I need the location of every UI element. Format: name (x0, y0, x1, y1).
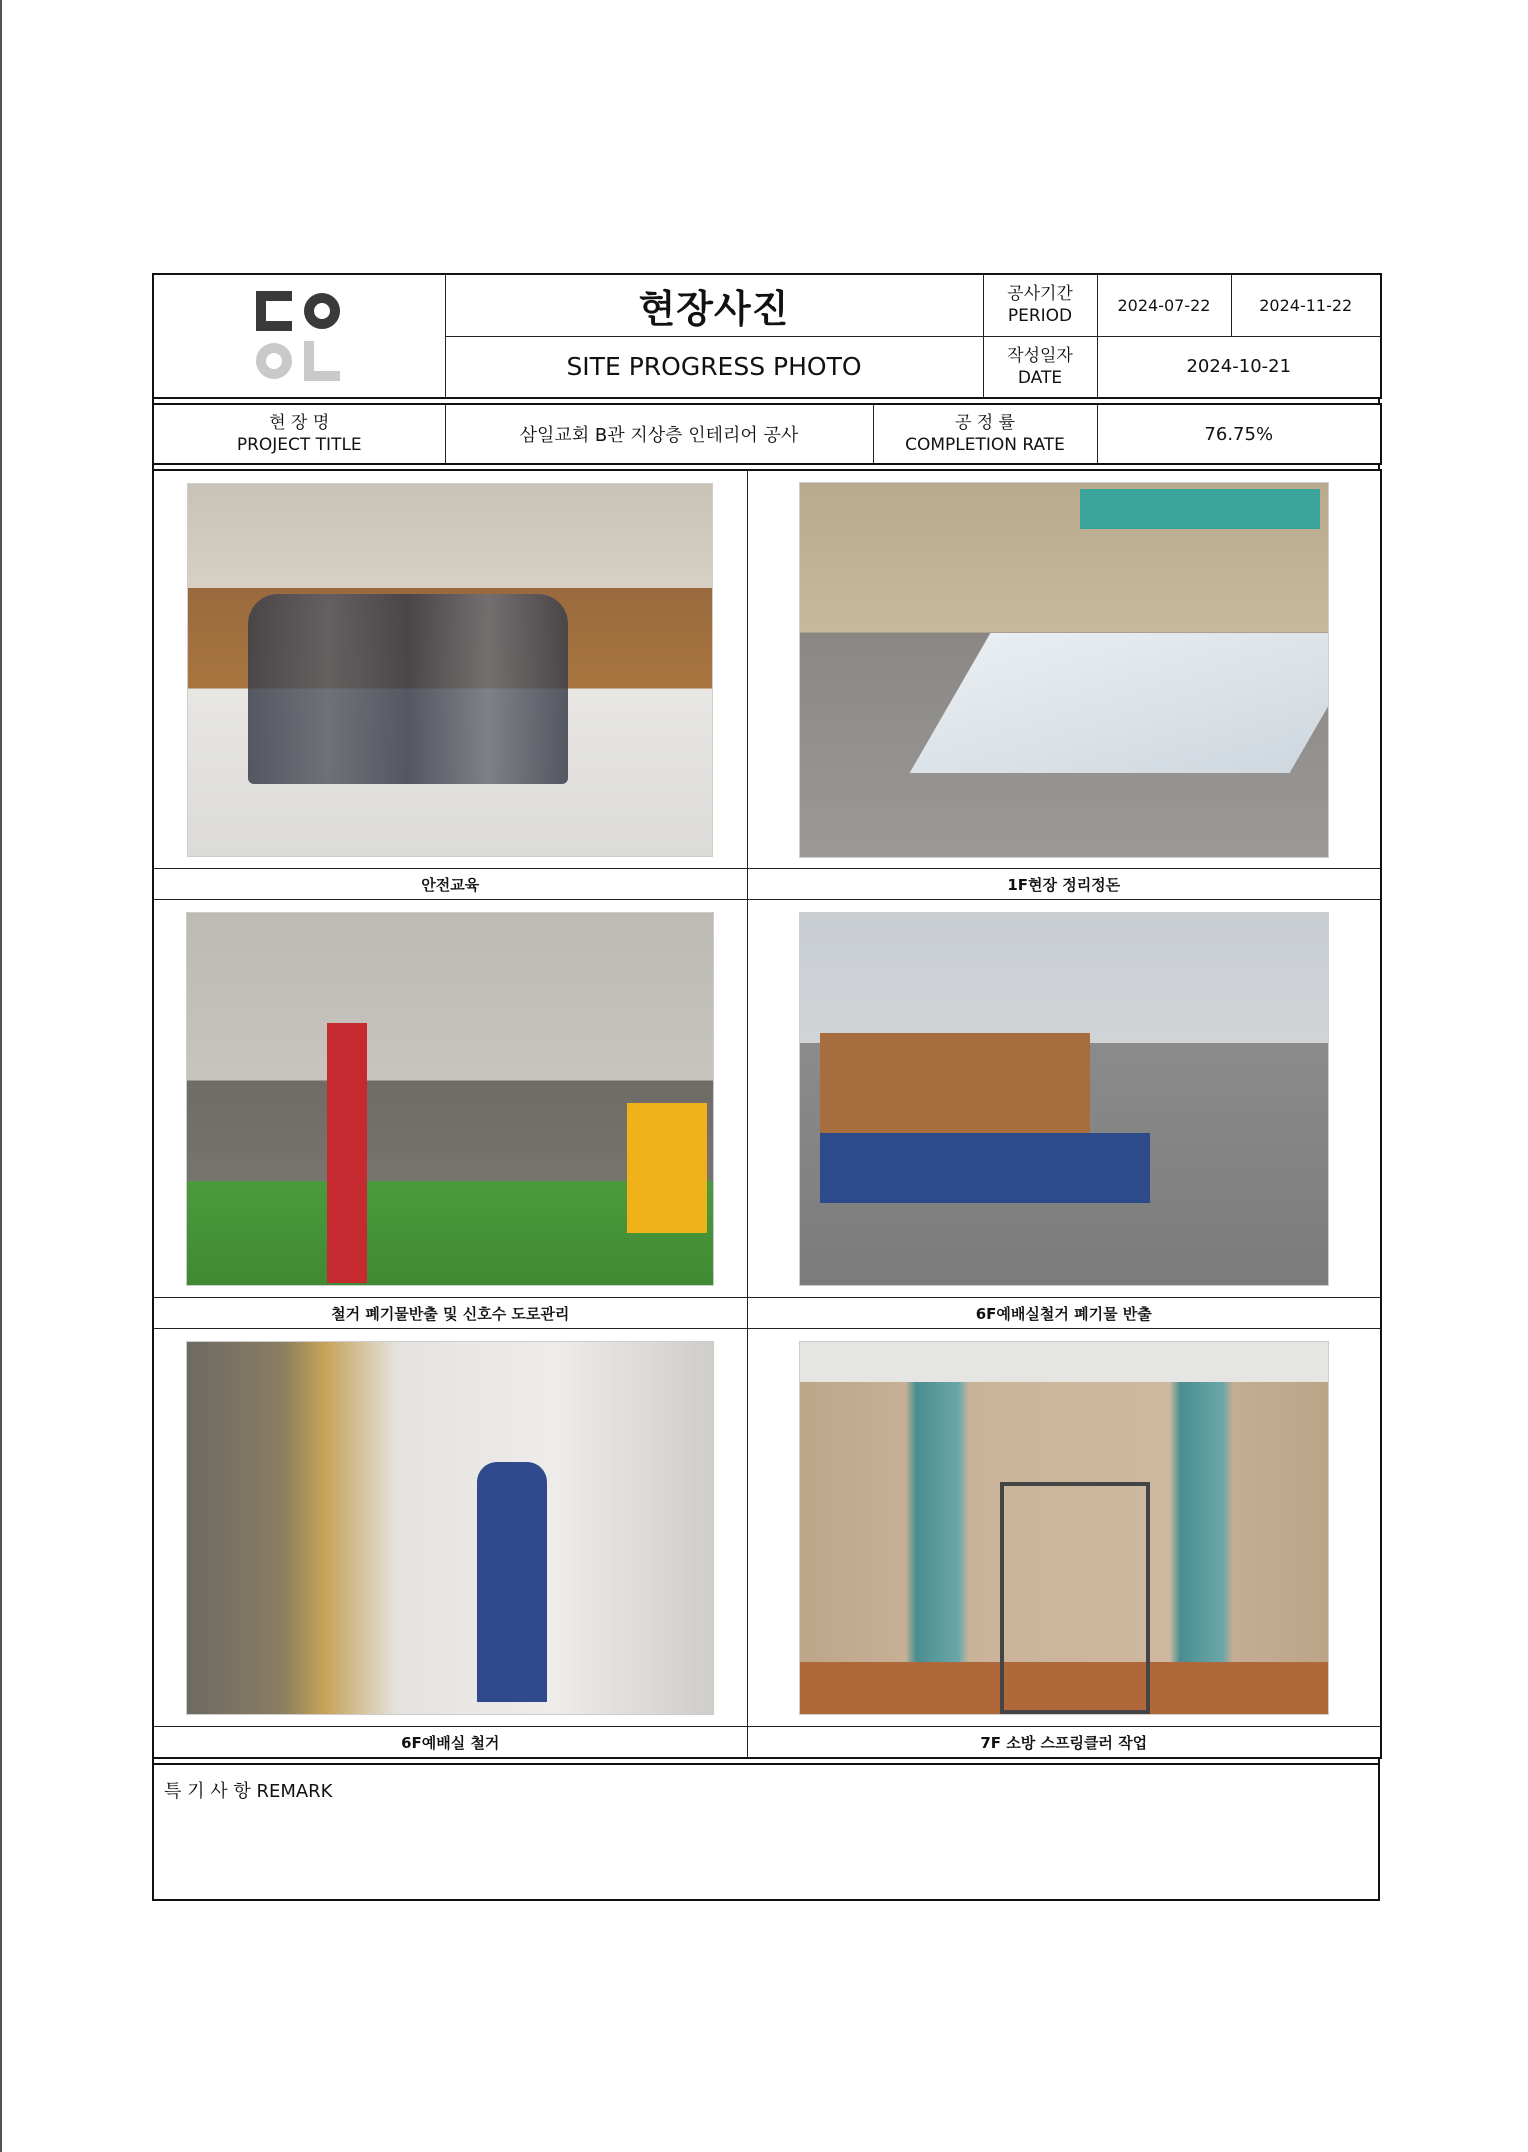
photo-caption-5: 6F예배실 철거 (153, 1727, 747, 1759)
photo-1f-cleanup (799, 482, 1329, 858)
photo-grid (152, 469, 1382, 1759)
page-title-korean: 현장사진 (445, 274, 983, 336)
page-edge (0, 0, 2, 2152)
date-label (983, 336, 1097, 398)
photo-cell-1 (153, 470, 747, 869)
period-end: 2024-11-22 (1231, 274, 1381, 336)
company-logo (254, 289, 344, 383)
photo-cell-4 (747, 900, 1381, 1298)
project-table (152, 403, 1382, 465)
photo-cell-5 (153, 1329, 747, 1727)
completion-rate-label-en: COMPLETION RATE (905, 435, 1065, 455)
header-table (152, 273, 1382, 399)
date-label-en: DATE (1017, 367, 1063, 388)
photo-safety-education (187, 483, 713, 857)
photo-waste-removal-traffic (186, 912, 714, 1286)
project-title-label (153, 404, 445, 464)
photo-caption-4: 6F예배실철거 폐기물 반출 (747, 1298, 1381, 1329)
project-title-label-ko: 현 장 명 (269, 413, 330, 433)
remark-table (152, 1763, 1380, 1901)
photo-caption-6: 7F 소방 스프링클러 작업 (747, 1727, 1381, 1759)
period-label-en: PERIOD (1007, 306, 1073, 327)
project-title-value: 삼일교회 B관 지상층 인테리어 공사 (445, 404, 873, 464)
photo-cell-6 (747, 1329, 1381, 1727)
site-photo-report (152, 273, 1380, 1901)
completion-rate-label (873, 404, 1097, 464)
logo-cell (153, 274, 445, 398)
date-value: 2024-10-21 (1097, 336, 1381, 398)
date-label-ko: 작성일자 (1007, 345, 1073, 366)
completion-rate-value: 76.75% (1097, 404, 1381, 464)
project-title-label-en: PROJECT TITLE (236, 435, 362, 455)
period-label-ko: 공사기간 (1007, 284, 1073, 305)
photo-6f-waste-removal (799, 912, 1329, 1286)
period-label (983, 274, 1097, 336)
completion-rate-label-ko: 공 정 률 (954, 413, 1016, 433)
photo-6f-demolition (186, 1341, 714, 1715)
photo-caption-1: 안전교육 (153, 869, 747, 900)
photo-cell-2 (747, 470, 1381, 869)
remark-label: 특 기 사 항 REMARK (153, 1764, 1379, 1900)
photo-cell-3 (153, 900, 747, 1298)
page-title-english: SITE PROGRESS PHOTO (445, 336, 983, 398)
photo-caption-3: 철거 폐기물반출 및 신호수 도로관리 (153, 1298, 747, 1329)
photo-caption-2: 1F현장 정리정돈 (747, 869, 1381, 900)
photo-7f-sprinkler (799, 1341, 1329, 1715)
period-start: 2024-07-22 (1097, 274, 1231, 336)
